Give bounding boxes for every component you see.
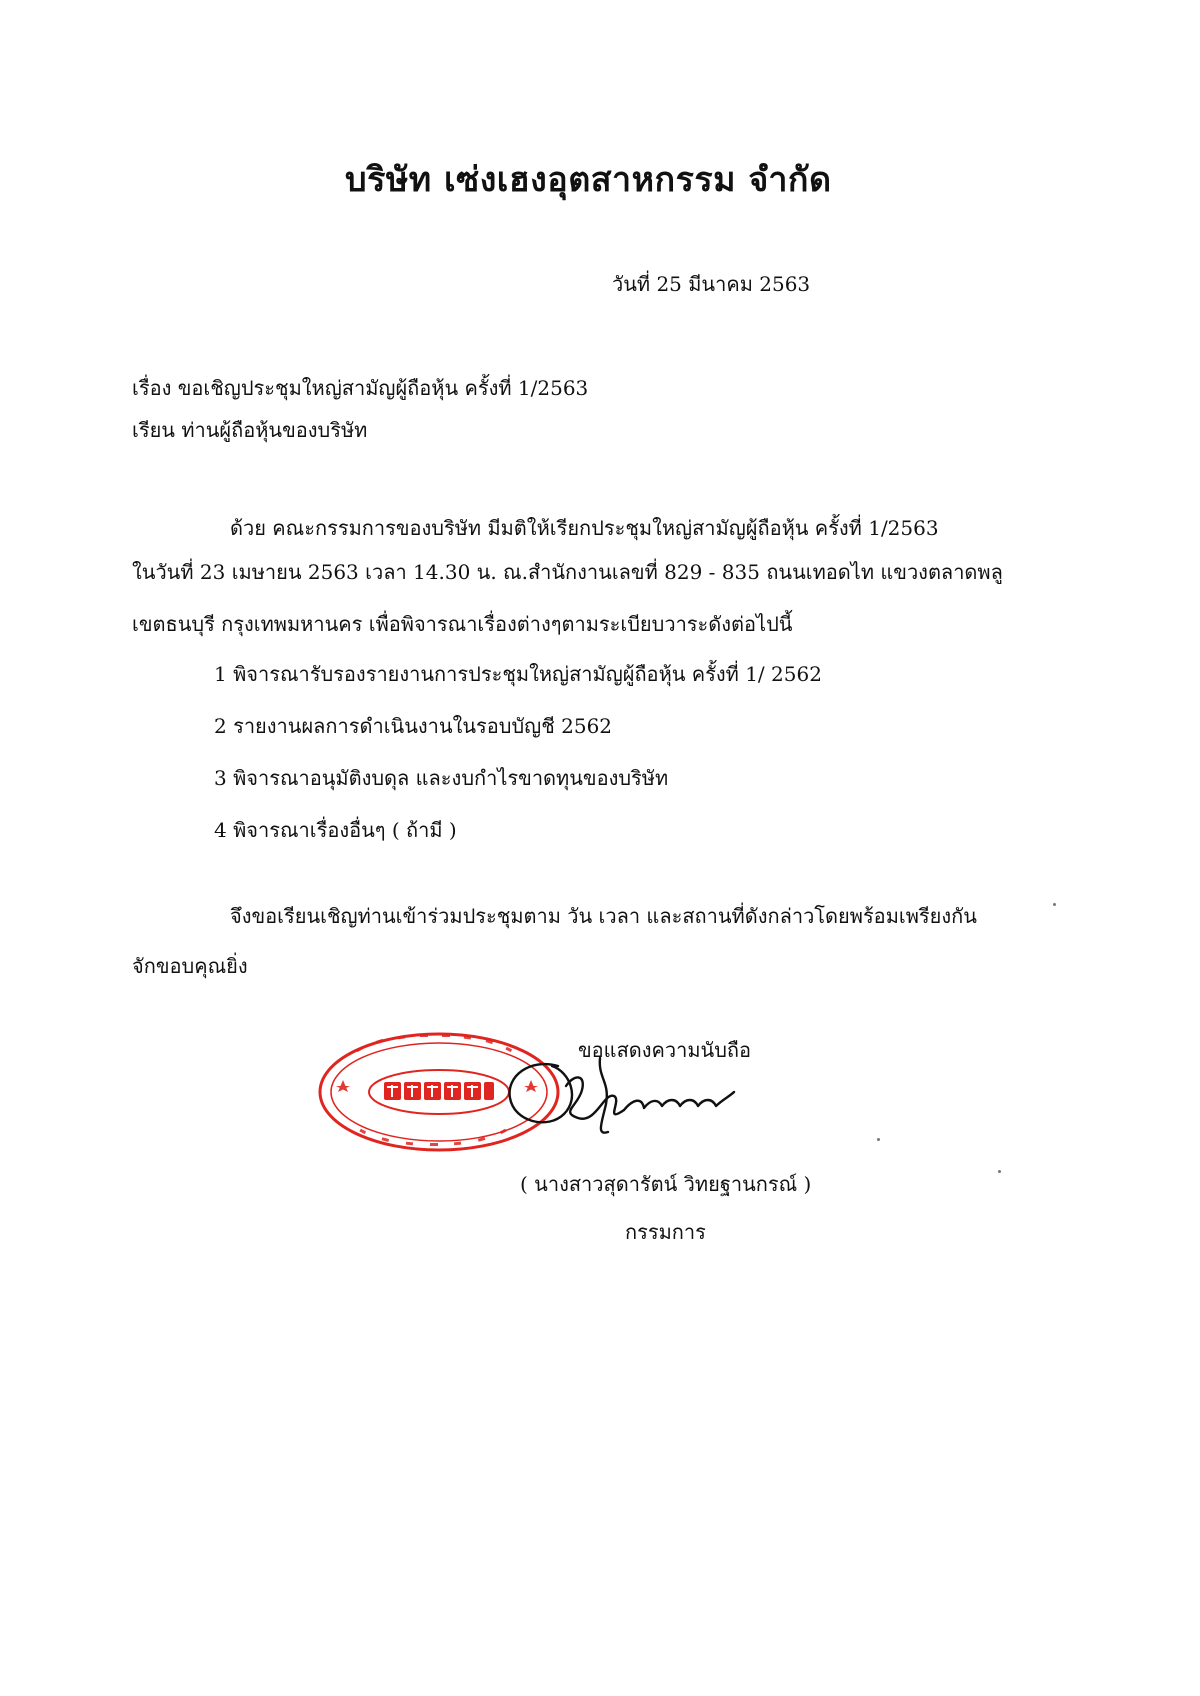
agenda-item-2: 2 รายงานผลการดำเนินงานในรอบบัญชี 2562 (214, 714, 613, 738)
agenda-item-1: 1 พิจารณารับรองรายงานการประชุมใหญ่สามัญผู้ถือหุ้น ครั้งที่ 1/ 2562 (214, 662, 822, 686)
signature (500, 1052, 790, 1148)
closing-line-2: จักขอบคุณยิ่ง (132, 954, 248, 978)
recipient-line: เรียน ท่านผู้ถือหุ้นของบริษัท (132, 418, 368, 442)
body-line-1: ด้วย คณะกรรมการของบริษัท มีมติให้เรียกประชุมใหญ่สามัญผู้ถือหุ้น ครั้งที่ 1/2563 (230, 516, 939, 540)
company-title: บริษัท เซ่งเฮงอุตสาหกรรม จำกัด (345, 160, 832, 200)
scan-speck (877, 1138, 880, 1141)
date-line: วันที่ 25 มีนาคม 2563 (612, 272, 811, 296)
closing-line-1: จึงขอเรียนเชิญท่านเข้าร่วมประชุมตาม วัน เวลา และสถานที่ดังกล่าวโดยพร้อมเพรียงกัน (230, 904, 977, 928)
body-line-3: เขตธนบุรี กรุงเทพมหานคร เพื่อพิจารณาเรื่องต่างๆตามระเบียบวาระดังต่อไปนี้ (132, 612, 793, 636)
signer-position: กรรมการ (625, 1220, 706, 1244)
salutation: ขอแสดงความนับถือ (578, 1038, 752, 1062)
signer-name: ( นางสาวสุดารัตน์ วิทยฐานกรณ์ ) (520, 1172, 812, 1196)
agenda-item-3: 3 พิจารณาอนุมัติงบดุล และงบกำไรขาดทุนของบริษัท (214, 766, 669, 790)
scan-speck (998, 1170, 1001, 1173)
body-line-2: ในวันที่ 23 เมษายน 2563 เวลา 14.30 น. ณ.สำนักงานเลขที่ 829 - 835 ถนนเทอดไท แขวงตลาดพลู (132, 560, 1003, 584)
scan-speck (1053, 903, 1056, 906)
subject-line: เรื่อง ขอเชิญประชุมใหญ่สามัญผู้ถือหุ้น ครั้งที่ 1/2563 (132, 376, 589, 400)
agenda-item-4: 4 พิจารณาเรื่องอื่นๆ ( ถ้ามี ) (214, 818, 457, 842)
